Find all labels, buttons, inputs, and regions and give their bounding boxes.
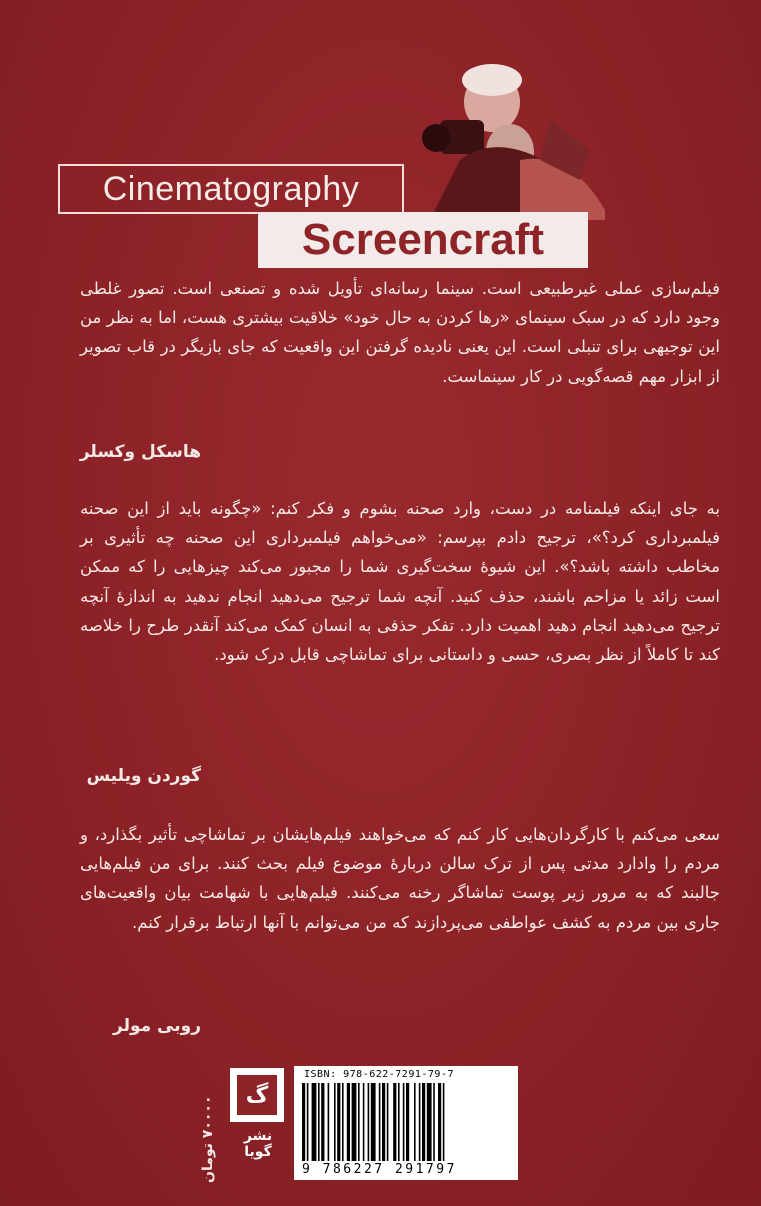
publisher-barcode-block (228, 1060, 518, 1180)
quote-text-1: فیلم‌سازی عملی غیرطبیعی است. سینما رسانه‌ای تأویل شده و تصنعی است. تصور غلطی وجود دارد که در سبک سینمای «رها کردن به حال خود» خلاقیت بیشتری هست، اما به نظر من این توجیهی برای تنبلی است. این یعنی نادیده گرفتن این واقعیت که جای بازیگر در قاب تصویر از ابزار مهم قصه‌گویی در کار سینماست. (80, 279, 720, 386)
english-subtitle: Screencraft (258, 212, 588, 268)
quote-text-3: سعی می‌کنم با کارگردان‌هایی کار کنم که می‌خواهند فیلم‌هایشان بر تماشاچی تأثیر بگذارد، و مردم را وادارد مدتی پس از ترک سالن دربارهٔ موضوع فیلم بحث کنند. برای من فیلم‌هایی جالبند که به مرور زیر پوست تماشاگر رخنه می‌کنند. فیلم‌هایی با شهامت بیان واقعیت‌های جاری بین مردم به کشف عواطفی می‌پردازند که من می‌توانم با آنها ارتباط برقرار کنم. (80, 825, 720, 932)
barcode-number: 9 786227 291797 (302, 1162, 457, 1177)
barcode (294, 1066, 518, 1180)
price-label (198, 1058, 222, 1188)
price-text: ۷۰۰۰۰ تومان (200, 1095, 216, 1183)
quote-text-2: به جای اینکه فیلمنامه در دست، وارد صحنه بشوم و فکر کنم: «چگونه باید از این صحنه فیلمبرداری کرد؟»، ترجیح دادم بپرسم: «می‌خواهم فیلمبرداری این صحنه چه تأثیری بر مخاطب داشته باشد؟». این شیوهٔ سخت‌گیری شما را مجبور می‌کند چیزهایی را که ممکن است زائد یا مزاحم باشند، حذف کنید. آنچه شما ترجیح می‌دهید انجام ندهید به اندازهٔ آنچه ترجیح می‌دهید انجام دهید اهمیت دارد. تفکر حذفی به انسان کمک می‌کند آنقدر طرح را خلاصه کند تا کاملاً از نظر بصری، حسی و داستانی برای تماشاچی قابل درک شود. (80, 499, 720, 665)
publisher-logo-icon: گ (237, 1075, 277, 1115)
publisher-logo (230, 1068, 284, 1122)
isbn-text: ISBN: 978-622-7291-79-7 (304, 1069, 454, 1080)
english-title: Cinematography (58, 164, 404, 214)
quote-author-1: هاسکل وکسلر (79, 442, 201, 462)
barcode-bars (302, 1083, 510, 1161)
quote-author-2: گوردن ویلیس (86, 766, 201, 786)
publisher-name: نشر گویا (243, 1128, 273, 1160)
cinematographer-photo (400, 60, 610, 220)
quote-author-3: روبی مولر (113, 1016, 201, 1036)
